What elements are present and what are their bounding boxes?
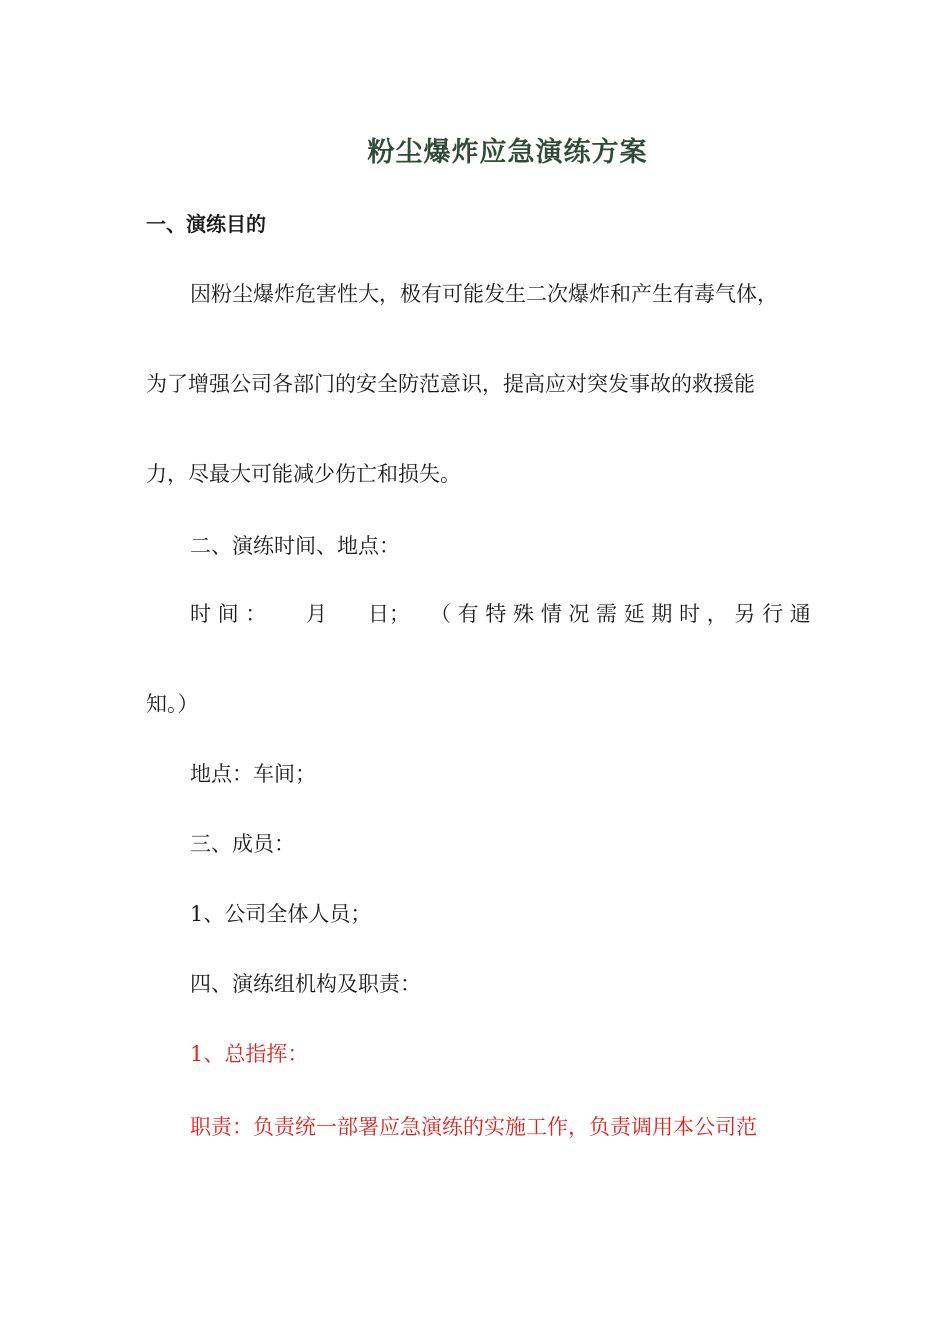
purpose-line-3: 力，尽最大可能减少伤亡和损失。 [146, 462, 461, 486]
section-heading-time-location: 二、演练时间、地点： [190, 534, 400, 558]
section-heading-purpose: 一、演练目的 [146, 212, 266, 236]
time-note: （ 有 特 殊 情 况 需 延 期 时 ， 另 行 通 [430, 602, 811, 626]
location-line: 地点：车间； [190, 762, 316, 786]
purpose-line-1: 因粉尘爆炸危害性大，极有可能发生二次爆炸和产生有毒气体， [190, 282, 778, 306]
time-note-continuation: 知。） [146, 692, 199, 716]
purpose-line-2: 为了增强公司各部门的安全防范意识，提高应对突发事故的救援能 [146, 372, 755, 396]
member-item-1: 1、公司全体人员； [190, 902, 372, 926]
section-heading-organization: 四、演练组机构及职责： [190, 972, 421, 996]
commander-heading: 1、总指挥： [190, 1042, 309, 1066]
document-title: 粉尘爆炸应急演练方案 [367, 137, 648, 168]
commander-duty: 职责：负责统一部署应急演练的实施工作，负责调用本公司范 [190, 1115, 757, 1139]
time-label: 时 间 ： [190, 602, 267, 626]
time-month: 月 [306, 602, 327, 626]
time-day: 日； [368, 602, 410, 626]
section-heading-members: 三、成员： [190, 832, 295, 856]
